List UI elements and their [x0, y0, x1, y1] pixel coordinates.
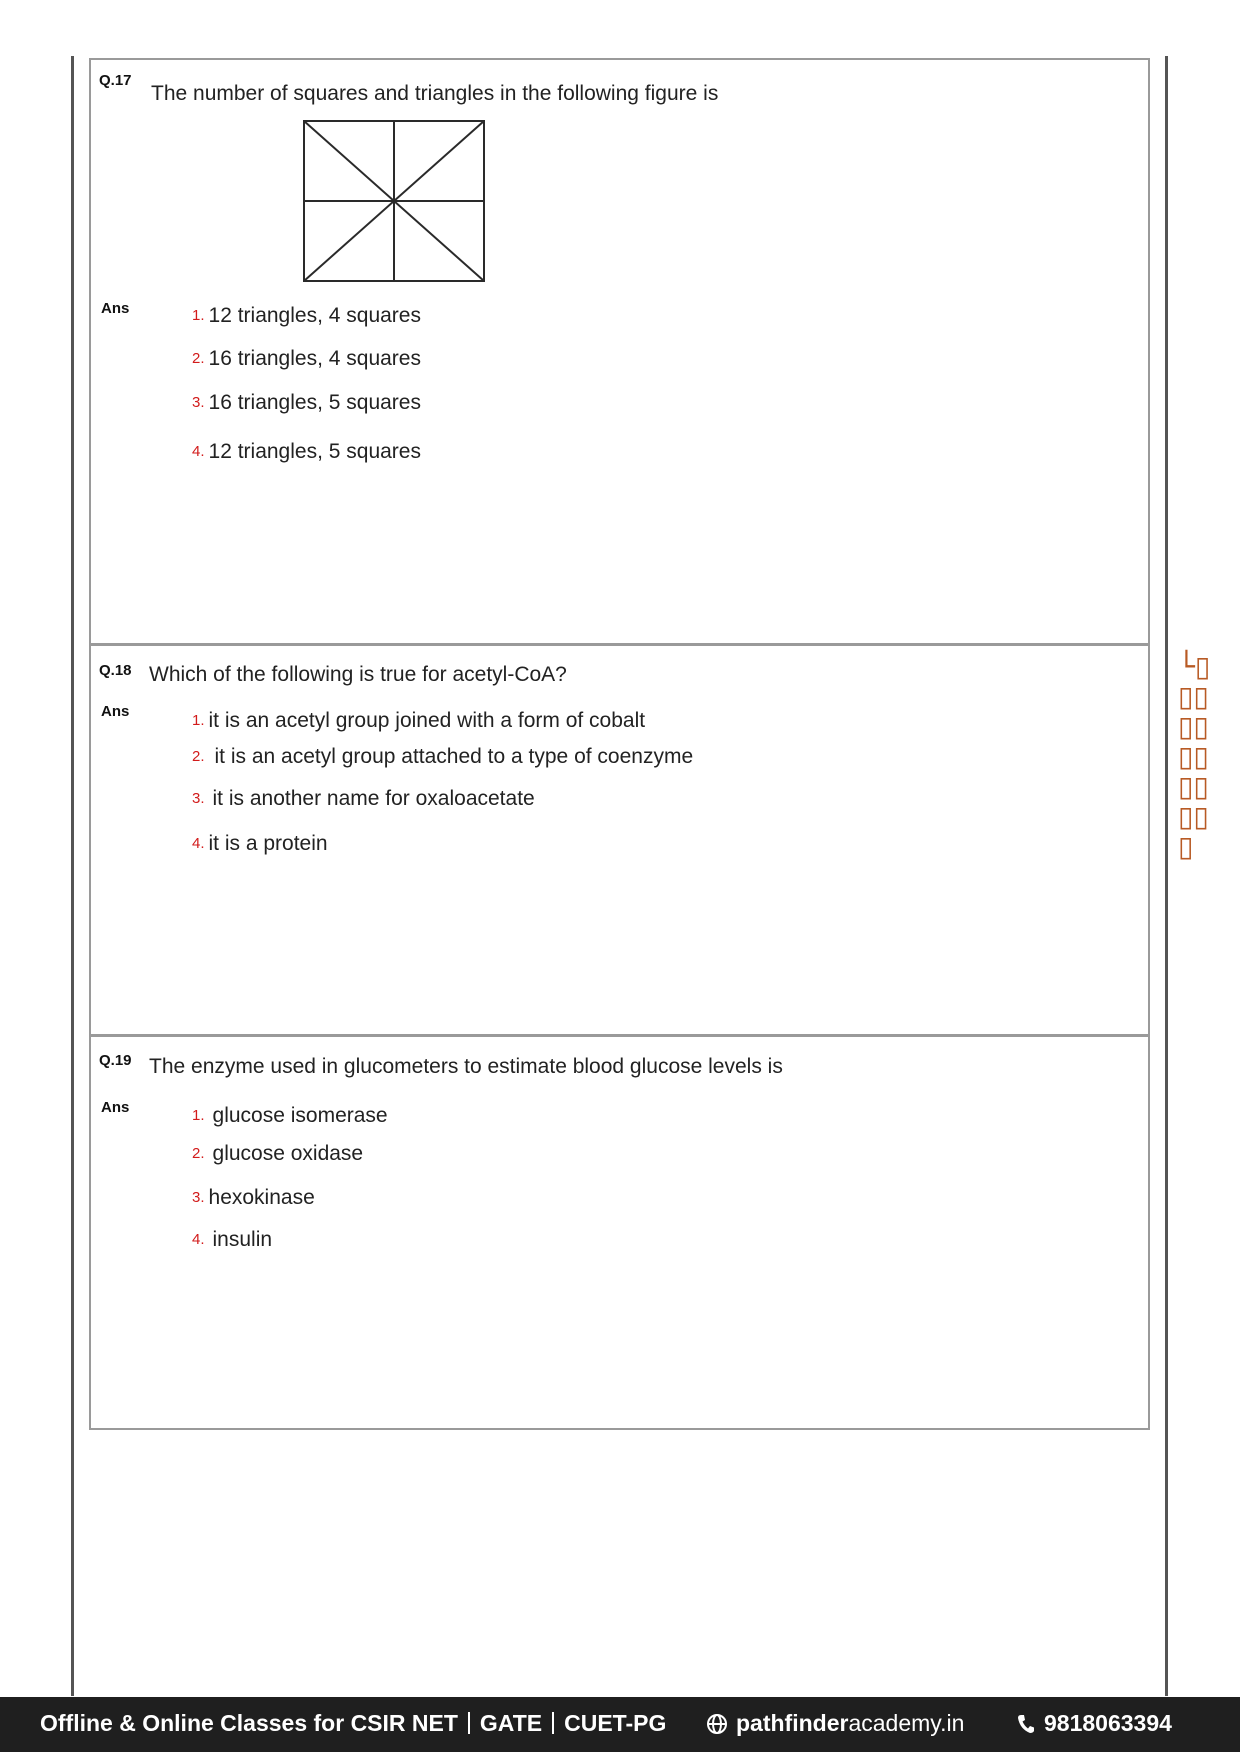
- website-rest: academy.in: [848, 1710, 965, 1736]
- answer-label: Ans: [101, 300, 130, 317]
- option-text: glucose isomerase: [212, 1104, 388, 1127]
- phone-number: 9818063394: [1044, 1710, 1172, 1736]
- option-number: 1.: [192, 1107, 205, 1124]
- footer-cuet: CUET-PG: [564, 1710, 667, 1736]
- phone-icon: [1016, 1713, 1036, 1735]
- option-4[interactable]: [192, 440, 421, 464]
- option-number: 4.: [192, 443, 205, 460]
- option-number: 1.: [192, 712, 205, 729]
- option-number: 3.: [192, 1189, 205, 1206]
- option-4[interactable]: [192, 832, 328, 856]
- option-1[interactable]: [192, 709, 645, 733]
- option-number: 2.: [192, 350, 205, 367]
- option-2[interactable]: [192, 1142, 363, 1166]
- question-card-19: [89, 1034, 1150, 1430]
- side-watermark: └▯▯▯▯▯▯▯▯▯▯▯▯: [1178, 650, 1211, 863]
- square-diagonals-figure: [303, 120, 485, 282]
- option-2[interactable]: [192, 347, 421, 371]
- answer-label: Ans: [101, 703, 130, 720]
- option-number: 1.: [192, 307, 205, 324]
- option-4[interactable]: [192, 1228, 272, 1252]
- option-3[interactable]: [192, 391, 421, 415]
- answer-label: Ans: [101, 1099, 130, 1116]
- option-number: 2.: [192, 1145, 205, 1162]
- website-bold: pathfinder: [736, 1710, 849, 1736]
- option-text: 12 triangles, 5 squares: [208, 440, 421, 463]
- question-card-17: [89, 58, 1150, 646]
- option-1[interactable]: [192, 304, 421, 328]
- option-text: 16 triangles, 5 squares: [208, 391, 421, 414]
- question-text: The enzyme used in glucometers to estimate blood glucose levels is: [149, 1055, 783, 1078]
- question-number: Q.19: [99, 1052, 132, 1069]
- footer-gate: GATE: [479, 1710, 543, 1736]
- question-text: Which of the following is true for acetyl-CoA?: [149, 663, 567, 686]
- question-number: Q.17: [99, 72, 132, 89]
- option-text: it is another name for oxaloacetate: [212, 787, 535, 810]
- footer-banner: [0, 1697, 1240, 1752]
- footer-classes: [40, 1710, 666, 1737]
- question-number: Q.18: [99, 662, 132, 679]
- option-number: 2.: [192, 748, 205, 765]
- option-text: it is a protein: [208, 832, 328, 855]
- question-card-18: [89, 643, 1150, 1036]
- globe-icon: [706, 1713, 728, 1735]
- option-text: it is an acetyl group attached to a type of coenzyme: [214, 745, 694, 768]
- option-text: it is an acetyl group joined with a form of cobalt: [208, 709, 646, 732]
- option-text: insulin: [212, 1228, 273, 1251]
- option-number: 4.: [192, 1231, 205, 1248]
- option-number: 3.: [192, 790, 205, 807]
- option-text: glucose oxidase: [212, 1142, 364, 1165]
- option-3[interactable]: [192, 1186, 315, 1210]
- option-number: 3.: [192, 394, 205, 411]
- option-text: 12 triangles, 4 squares: [208, 304, 421, 327]
- option-1[interactable]: [192, 1104, 388, 1128]
- page-border-left: [71, 56, 74, 1696]
- footer-phone[interactable]: [1016, 1710, 1172, 1737]
- divider: [552, 1712, 554, 1734]
- footer-website[interactable]: [706, 1710, 964, 1737]
- divider: [468, 1712, 470, 1734]
- question-text: The number of squares and triangles in the following figure is: [151, 82, 719, 105]
- page-border-right: [1165, 56, 1168, 1696]
- option-3[interactable]: [192, 787, 535, 811]
- option-text: hexokinase: [208, 1186, 315, 1209]
- footer-classes-text: Offline & Online Classes for CSIR NET: [40, 1710, 458, 1736]
- option-text: 16 triangles, 4 squares: [208, 347, 421, 370]
- option-2[interactable]: [192, 745, 693, 769]
- option-number: 4.: [192, 835, 205, 852]
